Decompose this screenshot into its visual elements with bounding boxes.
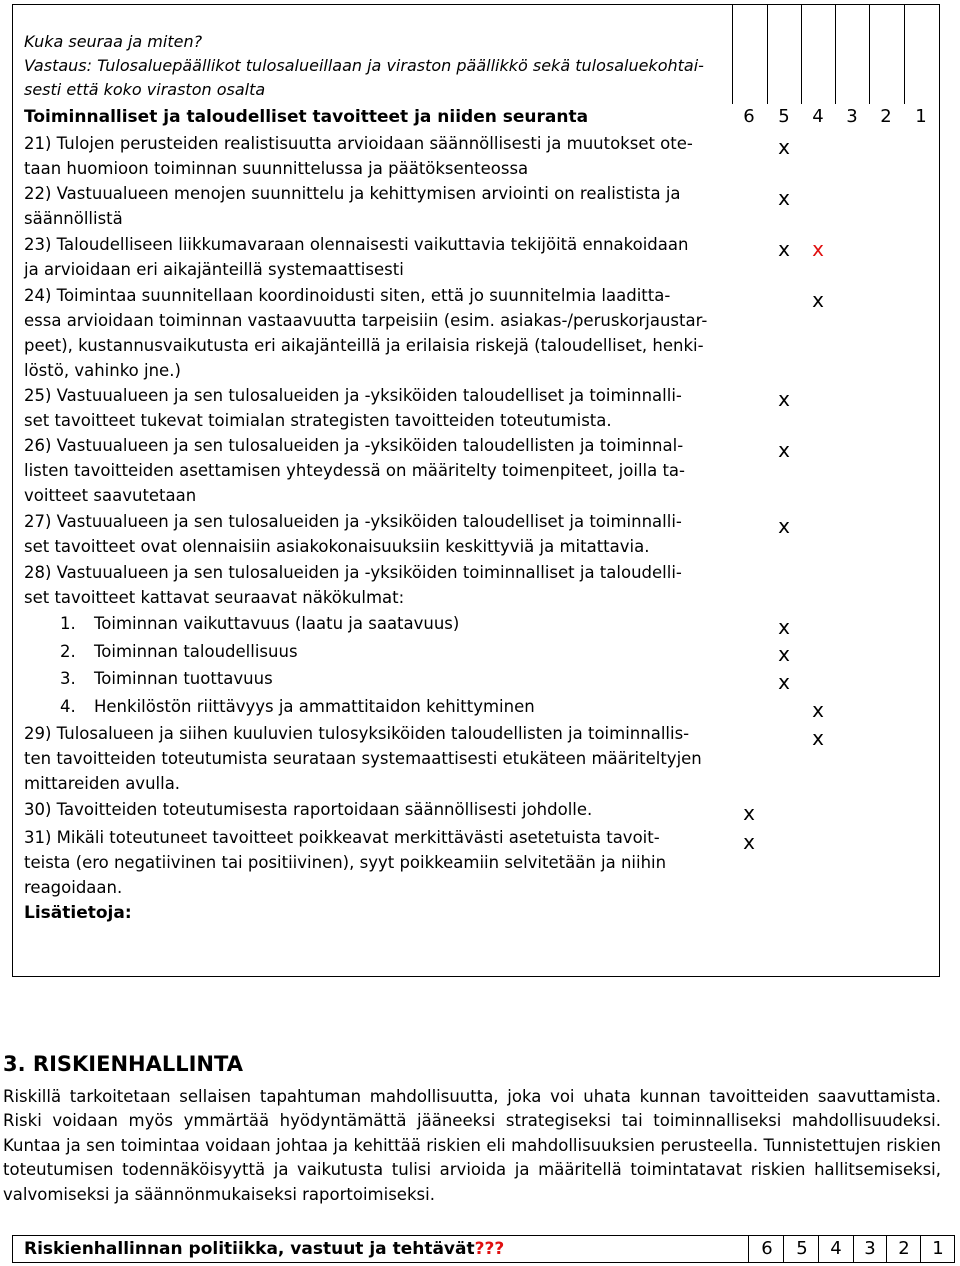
sublist-item: Toiminnan vaikuttavuus (laatu ja saatavuus) <box>94 614 460 633</box>
item-22: 22) Vastuualueen menojen suunnittelu ja kehittymisen arviointi on realistista ja säännöllistä <box>24 184 681 228</box>
item-31: 31) Mikäli toteutuneet tavoitteet poikkeavat merkittävästi asetetuista tavoit- teista (ero negatiivinen tai positiivinen), syyt poikkeamiin selvitetään ja niihin reagoidaan. <box>24 828 667 897</box>
footer-label-text: Riskienhallinnan politiikka, vastuut ja tehtävät <box>24 1239 475 1259</box>
item-24-mark-4: x <box>812 288 824 312</box>
sublist-3-mark: x <box>778 670 790 694</box>
col-divider <box>869 4 870 104</box>
item-27: 27) Vastuualueen ja sen tulosalueiden ja -yksiköiden taloudelliset ja toiminnalli- set tavoitteet ovat olennaisiin asiakokonaisuuksiin keskittyviä ja mitattavia. <box>24 512 682 556</box>
table-border-right <box>939 4 940 977</box>
item-21: 21) Tulojen perusteiden realistisuutta arvioidaan säännöllisesti ja muutokset ote- taan huomioon toiminnan suunnittelussa ja päätöksenteossa <box>24 134 693 178</box>
scale-5: 5 <box>778 106 790 127</box>
sublist-item: Toiminnan taloudellisuus <box>94 642 298 661</box>
sublist-no: 3. <box>60 669 76 688</box>
col-divider <box>801 4 802 104</box>
col-divider <box>732 4 733 104</box>
section-3-title: 3. RISKIENHALLINTA <box>3 1052 243 1076</box>
item-28: 28) Vastuualueen ja sen tulosalueiden ja -yksiköiden toiminnalliset ja taloudelli- set tavoitteet kattavat seuraavat näkökulmat: <box>24 563 682 607</box>
footer-scale-6: 6 <box>761 1238 773 1259</box>
footer-scale-4: 4 <box>830 1238 842 1259</box>
footer-question-marks: ??? <box>474 1239 505 1259</box>
scale-3: 3 <box>846 106 858 127</box>
sublist-item: Toiminnan tuottavuus <box>94 669 273 688</box>
footer-scale-3: 3 <box>864 1238 876 1259</box>
item-25-mark-5: x <box>778 387 790 411</box>
sublist-1-mark: x <box>778 615 790 639</box>
footer-scale-2: 2 <box>898 1238 910 1259</box>
scale-2: 2 <box>880 106 892 127</box>
item-23-mark-4: x <box>812 237 824 261</box>
footer-border <box>12 1235 13 1263</box>
col-divider <box>904 4 905 104</box>
footer-label <box>24 1236 504 1262</box>
scale-4: 4 <box>812 106 824 127</box>
scale-1: 1 <box>915 106 927 127</box>
item-29-mark-4: x <box>812 726 824 750</box>
sublist-no: 1. <box>60 614 76 633</box>
sublist-4-mark: x <box>812 698 824 722</box>
sublist-no: 4. <box>60 697 76 716</box>
section-3-paragraph: Riskillä tarkoitetaan sellaisen tapahtuman mahdollisuutta, joka voi uhata kunnan tavoitteiden saavuttamista. Riski voidaan myös ymmärtää hyödyntämättä jääneeksi strategiseksi tai toiminnalliseksi mahdollisuudeksi. Kuntaa ja sen toimintaa voidaan johtaa ja kehittää riskien eli mahdollisuuksien perusteella. Tunnistettujen riskien toteutumisen todennäköisyyttä ja vaikutusta tulisi arvioida ja määritellä toimintatavat riskien hallitsemiseksi, valvomiseksi ja säännönmukaiseksi raportoimiseksi. <box>3 1087 941 1204</box>
table-border-bottom <box>12 976 940 977</box>
item-26-mark-5: x <box>778 438 790 462</box>
item-23: 23) Taloudelliseen liikkumavaraan olennaisesti vaikuttavia tekijöitä ennakoidaan ja arvioidaan eri aikajänteillä systemaattisesti <box>24 235 689 279</box>
item-29: 29) Tulosalueen ja siihen kuuluvien tulosyksiköiden taloudellisten ja toiminnallis- ten tavoitteiden toteutumista seurataan systemaattisesti etukäteen määriteltyjen mittareiden avulla. <box>24 724 702 793</box>
intro-answer: Vastaus: Tulosaluepäällikot tulosalueillaan ja viraston päällikkö sekä tulosaluekohtai- sesti että koko viraston osalta <box>24 56 704 99</box>
item-23-mark-5: x <box>778 237 790 261</box>
item-22-mark-5: x <box>778 186 790 210</box>
col-divider <box>835 4 836 104</box>
item-25: 25) Vastuualueen ja sen tulosalueiden ja -yksiköiden taloudelliset ja toiminnalli- set tavoitteet tukevat toimialan strategisten tavoitteiden toteutumista. <box>24 386 682 430</box>
item-26: 26) Vastuualueen ja sen tulosalueiden ja -yksiköiden taloudellisten ja toiminnal- listen tavoitteiden asettamisen yhteydessä on määritelty toimenpiteet, joilla ta- voitteet saavutetaan <box>24 436 685 505</box>
item-24: 24) Toimintaa suunnitellaan koordinoidusti siten, että jo suunnitelmia laaditta- essa arvioidaan toiminnan vastaavuutta tarpeisiin (esim. asiakas-/peruskorjaustar- peet), kustannusvaikutusta eri aikajänteillä ja erilaisia riskejä (taloudelliset, henki- löstö, vahinko jne.) <box>24 286 708 380</box>
sublist-item: Henkilöstön riittävyys ja ammattitaidon kehittyminen <box>94 697 535 716</box>
footer-scale-5: 5 <box>796 1238 808 1259</box>
additional-info-label: Lisätietoja: <box>24 903 132 923</box>
footer-scale-1: 1 <box>932 1238 944 1259</box>
section-heading: Toiminnalliset ja taloudelliset tavoitteet ja niiden seuranta <box>24 107 589 127</box>
item-27-mark-5: x <box>778 514 790 538</box>
sublist-no: 2. <box>60 642 76 661</box>
item-30: 30) Tavoitteiden toteutumisesta raportoidaan säännöllisesti johdolle. <box>24 800 593 819</box>
footer-border-bottom <box>12 1262 955 1263</box>
sublist-2-mark: x <box>778 642 790 666</box>
item-30-mark-6: x <box>743 801 755 825</box>
col-divider <box>767 4 768 104</box>
intro-question: Kuka seuraa ja miten? <box>24 32 203 51</box>
table-border-left <box>12 4 13 977</box>
item-21-mark-5: x <box>778 135 790 159</box>
item-31-mark-6: x <box>743 830 755 854</box>
scale-6: 6 <box>743 106 755 127</box>
